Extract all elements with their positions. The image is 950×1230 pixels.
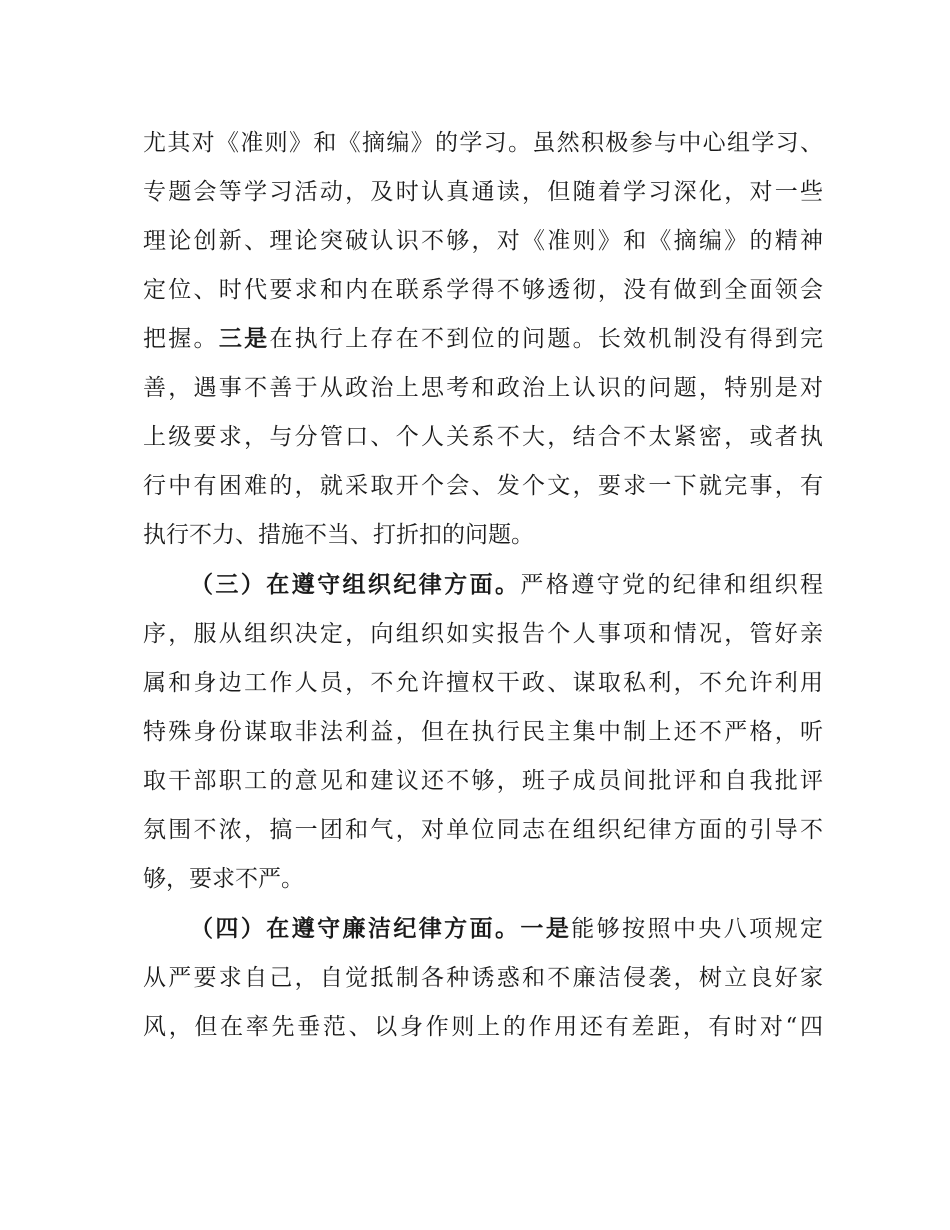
paragraph-2-line-6: 氛围不浓，搞一团和气，对单位同志在组织纪律方面的引导不 (143, 817, 823, 843)
section-three-heading: （三）在遵守组织纪律方面。 (190, 572, 521, 598)
paragraph-1-text: 把握。 (143, 326, 219, 352)
point-one-marker: 一是 (520, 916, 572, 942)
paragraph-1-line-1: 尤其对《准则》和《摘编》的学习。虽然积极参与中心组学习、 (143, 130, 823, 156)
paragraph-3-line-3: 风，但在率先垂范、以身作则上的作用还有差距，有时对“四 (143, 1014, 823, 1040)
paragraph-1-line-2: 专题会等学习活动，及时认真通读，但随着学习深化，对一些 (143, 179, 823, 205)
paragraph-1-line-7: 上级要求，与分管口、个人关系不大，结合不太紧密，或者执 (143, 424, 823, 450)
paragraph-1-line-4: 定位、时代要求和内在联系学得不够透彻，没有做到全面领会 (143, 277, 823, 303)
paragraph-3-text: 能够按照中央八项规定 (571, 916, 824, 942)
paragraph-1-line-6: 善，遇事不善于从政治上思考和政治上认识的问题，特别是对 (143, 375, 823, 401)
paragraph-2-line-7: 够，要求不严。 (143, 866, 304, 892)
paragraph-1-text: 在执行上存在不到位的问题。长效机制没有得到完 (269, 326, 824, 352)
paragraph-1-line-3: 理论创新、理论突破认识不够，对《准则》和《摘编》的精神 (143, 228, 823, 254)
paragraph-2-text: 严格遵守党的纪律和组织程 (520, 572, 824, 598)
section-four-heading: （四）在遵守廉洁纪律方面。 (190, 916, 521, 942)
paragraph-2-line-4: 特殊身份谋取非法利益，但在执行民主集中制上还不严格，听 (143, 719, 823, 745)
point-three-marker: 三是 (218, 326, 270, 352)
paragraph-2-line-5: 取干部职工的意见和建议还不够，班子成员间批评和自我批评 (143, 768, 823, 794)
paragraph-2-line-3: 属和身边工作人员，不允许擅权干政、谋取私利，不允许利用 (143, 670, 823, 696)
paragraph-2-line-2: 序，服从组织决定，向组织如实报告个人事项和情况，管好亲 (143, 621, 823, 647)
paragraph-1-line-5 (143, 324, 823, 354)
paragraph-3-line-2: 从严要求自己，自觉抵制各种诱惑和不廉洁侵袭，树立良好家 (143, 965, 823, 991)
paragraph-3-line-1 (190, 914, 823, 944)
paragraph-1-line-9: 执行不力、措施不当、打折扣的问题。 (143, 522, 534, 548)
paragraph-1-line-8: 行中有困难的，就采取开个会、发个文，要求一下就完事，有 (143, 473, 823, 499)
paragraph-2-line-1 (190, 570, 823, 600)
